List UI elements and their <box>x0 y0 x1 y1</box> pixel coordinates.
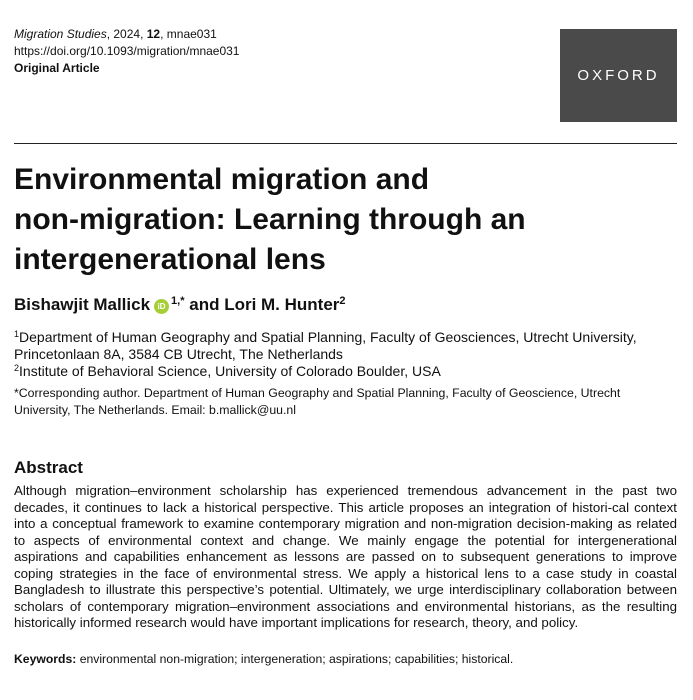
abstract-heading: Abstract <box>14 458 83 477</box>
journal-volume: 12 <box>146 27 161 41</box>
article-type: Original Article <box>14 61 100 75</box>
affiliation-2 <box>14 360 679 380</box>
affiliation-1-text: Department of Human Geography and Spatial Planning, Faculty of Geosciences, Utrecht University, Princetonlaan 8A, 3584 CB Utrecht, The Netherlands <box>14 329 637 362</box>
title-line-1: Environmental migration and <box>14 163 430 196</box>
affiliation-1-marker: 1 <box>14 329 20 339</box>
author-name-1[interactable]: Bishawjit Mallick <box>14 295 151 314</box>
abstract-body: Although migration–environment scholarship has experienced tremendous advancement in the past two decades, it continues to lack a historical perspective. This article proposes an integration of histori-cal context into a conceptual framework to examine contemporary migration and non-migration decision-making as related to aspects of environmental context and change. We mainly engage the potential for intergenerational aspirations and capabilities enhancement as lessons are passed on to subsequent generations to improve coping strategies in the face of environmental stress. We apply a historical lens to a case study in coastal Bangladesh to illustrate this perspective’s potential. Ultimately, we urge interdisciplinary collaboration between scholars of contemporary migration–environment associations and environmental historians, as the resulting historically informed research would have important implications for research, theory, and policy. <box>14 483 677 630</box>
doi-link[interactable]: https://doi.org/10.1093/migration/mnae031 <box>14 44 240 58</box>
affiliation-2-marker: 2 <box>14 363 20 373</box>
corresponding-author-note: *Corresponding author. Department of Human Geography and Spatial Planning, Faculty of Geoscience, Utrecht University, The Netherlands. Email: b.mallick@uu.nl <box>14 386 621 417</box>
article-id: , mnae031 <box>160 27 217 41</box>
journal-name: Migration Studies <box>14 27 107 41</box>
header-divider <box>14 143 677 144</box>
oxford-logo-text: OXFORD <box>577 67 660 84</box>
oxford-logo[interactable] <box>560 29 677 122</box>
author-1-affiliation-marker: 1,* <box>171 295 185 307</box>
author-name-2[interactable]: Lori M. Hunter <box>224 295 340 314</box>
title-line-3: intergenerational lens <box>14 243 326 276</box>
keywords-label: Keywords: <box>14 652 77 666</box>
affiliation-1 <box>14 326 679 363</box>
author-conjunction: and <box>184 295 225 314</box>
affiliation-2-text: Institute of Behavioral Science, University of Colorado Boulder, USA <box>19 363 441 379</box>
article-title <box>14 160 674 280</box>
title-line-2: non-migration: Learning through an <box>14 203 526 236</box>
journal-citation <box>14 26 239 43</box>
author-2-affiliation-marker: 2 <box>339 295 346 307</box>
author-list <box>14 289 346 317</box>
journal-citation-block <box>14 26 239 77</box>
journal-year: , 2024, <box>106 27 147 41</box>
keywords-list: environmental non-migration; intergeneration; aspirations; capabilities; historical. <box>76 652 514 666</box>
orcid-icon[interactable]: iD <box>154 299 169 314</box>
keywords <box>14 651 677 667</box>
